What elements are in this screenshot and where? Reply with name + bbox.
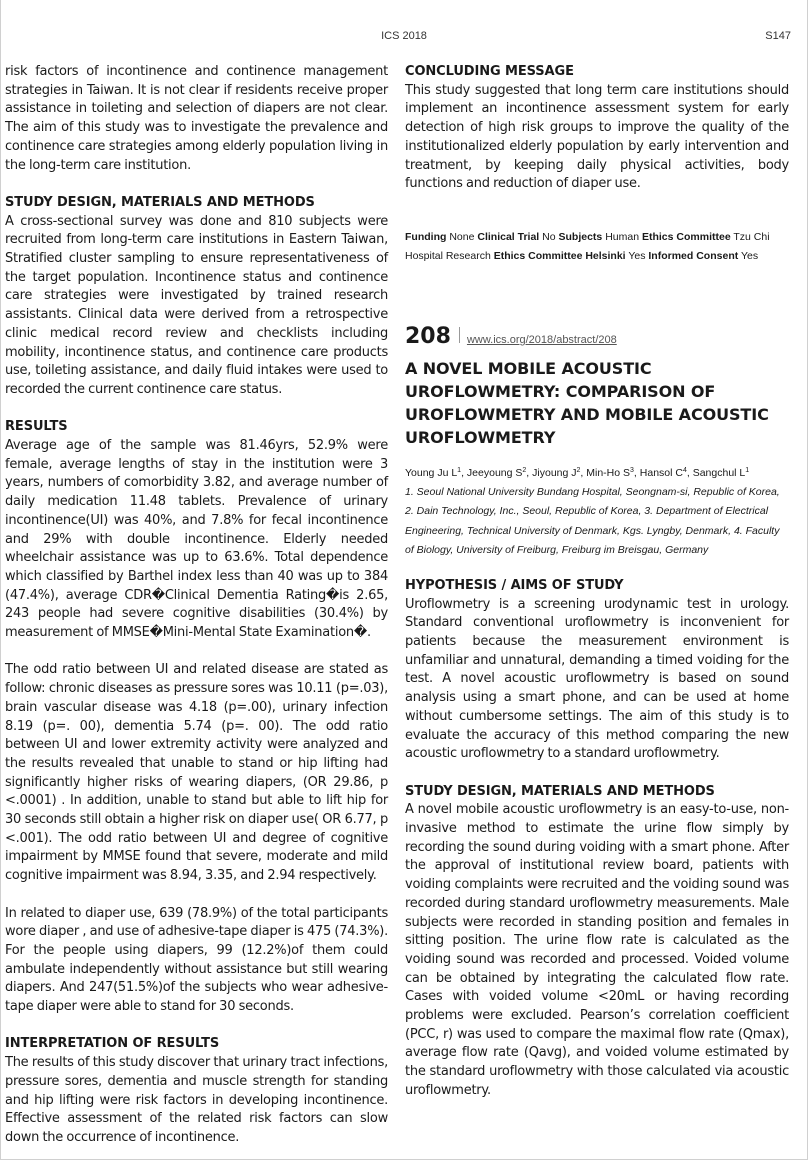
abstract-number: 208 bbox=[405, 323, 451, 349]
author: Young Ju $L^1$, bbox=[405, 466, 467, 479]
design-paragraph: A cross-sectional survey was done and 810 subjects were recruited from long-term care institutions in Eastern Taiwan, Stratified cluster sampling to ensure representativeness of the target population. Incontinence status and continence care strategies were investigated by trained research assistants. Clinical data were derived from a retrospective clinic medical record review and checklists including mobility, incontinence status, and continence care products use, toileting assistance, and daily fluid intakes were used to recorded the current continence care status. bbox=[5, 213, 388, 397]
abstract-link[interactable]: www.ics.org/2018/abstract/208 bbox=[466, 333, 617, 346]
divider bbox=[459, 327, 460, 343]
helsinki-label: Ethics Committee Helsinki bbox=[493, 249, 626, 262]
results-paragraph-1: Average age of the sample was 81.46yrs, 52.9% were female, average lengths of stay in the institution were 3 years, numbers of comorbidity 3.82, and average number of daily medication 11.48 tablets. Prevalence of urinary incontinence(UI) was 40%, and 7.8% for fecal incontinence and 29% with double incontinence. Elderly needed wheelchair assistance was up to 63.6%. Total dependence which classified by Barthel index less than 40 was up to 384 (47.4%), average CDR�Clinical Dementia Rating�is 2.65, 243 people had severe cognitive disabilities (30.4%) by measurement of MMSE�Mini-Mental State Examination�. bbox=[5, 438, 388, 641]
clinical-trial-label: Clinical Trial bbox=[477, 230, 540, 243]
author: Jiyoung $J^2$, bbox=[532, 466, 587, 479]
subjects-label: Subjects bbox=[558, 230, 603, 243]
hypothesis-heading: HYPOTHESIS / AIMS OF STUDY bbox=[405, 577, 624, 593]
ethics-committee-value: Tzu Chi Hospital Research bbox=[405, 230, 770, 262]
left-column bbox=[5, 63, 388, 1148]
funding-value: None bbox=[449, 230, 475, 243]
page-header bbox=[0, 30, 808, 46]
interpretation-heading: INTERPRETATION OF RESULTS bbox=[5, 1036, 220, 1052]
funding-label: Funding bbox=[405, 230, 447, 243]
journal-name: ICS 2018 bbox=[381, 30, 427, 42]
results-heading: RESULTS bbox=[5, 419, 68, 435]
informed-consent-label: Informed Consent bbox=[648, 249, 739, 262]
ethics-committee-label: Ethics Committee bbox=[641, 230, 731, 243]
author-list bbox=[405, 461, 789, 483]
author: Hansol $C^4$, bbox=[639, 466, 693, 479]
informed-consent-value: Yes bbox=[740, 249, 759, 262]
abstract-number-row bbox=[405, 325, 789, 349]
affiliations: 1. Seoul National University Bundang Hospital, Seongnam-si, Republic of Korea, 2. Dain Technology, Inc., Seoul, Republic of Korea, 3. Department of Electrical Engineering, Technical University of Denmark, Kgs. Lyngby, Denmark, 4. Faculty of Biology, University of Freiburg, Freiburg im Breisgau, Germany bbox=[405, 485, 780, 557]
results-paragraph-2: The odd ratio between UI and related disease are stated as follow: chronic diseases as pressure sores was 10.11 (p=.03), brain vascular disease was 4.18 (p=.00), urinary infection 8.19 (p=. 00), dementia 5.74 (p=. 00). The odd ratio between UI and lower extremity activity were analyzed and the results revealed that unable to stand or hip lifting had significantly higher risks of wearing diapers, (OR 29.86, p <.0001) . In addition, unable to stand but able to lift hip for 30 seconds still obtain a higher risk on diaper use( OR 6.77, p <.001). The odd ratio between UI and degree of cognitive impairment by MMSE found that severe, moderate and mild cognitive impairment was 8.94, 3.35, and 2.94 respectively. bbox=[5, 662, 388, 884]
author: Sangchul $L^1$ bbox=[692, 466, 750, 479]
subjects-value: Human bbox=[605, 230, 640, 243]
design-heading-right: STUDY DESIGN, MATERIALS AND METHODS bbox=[405, 783, 715, 799]
abstract-metadata bbox=[405, 228, 789, 266]
author: Jeeyoung $S^2$, bbox=[466, 466, 533, 479]
clinical-trial-value: No bbox=[542, 230, 556, 243]
design-heading: STUDY DESIGN, MATERIALS AND METHODS bbox=[5, 194, 315, 210]
concluding-paragraph: This study suggested that long term care institutions should implement an incontinence assessment system for early detection of high risk groups to improve the quality of the institutionalized elderly population by early intervention and treatment, by keeping daily physical activities, body functions and reduction of diaper use. bbox=[405, 82, 789, 192]
right-column bbox=[405, 63, 789, 1101]
concluding-heading: CONCLUDING MESSAGE bbox=[405, 64, 574, 79]
interpretation-paragraph: The results of this study discover that urinary tract infections, pressure sores, dementia and muscle strength for standing and hip lifting were risk factors in developing incontinence. Effective assessment of the related risk factors can slow down the occurrence of incontinence. bbox=[5, 1055, 388, 1145]
abstract-title: A NOVEL MOBILE ACOUSTIC UROFLOWMETRY: COMPARISON OF UROFLOWMETRY AND MOBILE ACOUSTIC UROFLOWMETRY bbox=[405, 358, 769, 447]
page-number: S147 bbox=[765, 30, 791, 42]
helsinki-value: Yes bbox=[628, 249, 646, 262]
hypothesis-paragraph: Uroflowmetry is a screening urodynamic test in urology. Standard conventional uroflowmetry is inconvenient for patients because the measurement environment is unfamiliar and unnatural, demanding a timed voiding for the test. A novel acoustic uroflowmetry is based on sound analysis using a smart phone, and can be used at home without cumbersome settings. The aim of this study is to evaluate the accuracy of this method comparing the new acoustic uroflowmetry to a standard uroflowmetry. bbox=[405, 596, 789, 762]
results-paragraph-3: In related to diaper use, 639 (78.9%) of the total participants wore diaper , and use of adhesive-tape diaper is 475 (74.3%). For the people using diapers, 99 (12.2%)of them could ambulate independently without assistance but still wearing diapers. And 247(51.5%)of the subjects who wear adhesive-tape diaper were able to stand for 30 seconds. bbox=[5, 905, 389, 1015]
design-paragraph-right: A novel mobile acoustic uroflowmetry is an easy-to-use, non-invasive method to estimate the urine flow simply by recording the sound during voiding with a smart phone. After the approval of institutional review board, patients with voiding complaints were recruited and the voiding sound was recorded during standard uroflowmetry measurements. Male subjects were recorded in standing position and females in sitting position. The urine flow rate is calculated as the voiding sound was recorded and processed. Voided volume can be obtained by integrating the calculated flow rate. Cases with voided volume <20mL or having recording problems were excluded. Pearson’s correlation coefficient (PCC, r) was used to compare the maximal flow rate (Qmax), average flow rate (Qavg), and voided volume estimated by the standard uroflowmetry with those calculated via acoustic uroflowmetry. bbox=[405, 802, 789, 1098]
author: Min-Ho $S^3$, bbox=[586, 466, 640, 479]
intro-paragraph: risk factors of incontinence and continence management strategies in Taiwan. It is not clear if residents receive proper assistance in toileting and selection of diapers are not clear. The aim of this study was to investigate the prevalence and continence care strategies among elderly population living in the long-term care institution. bbox=[5, 64, 388, 173]
